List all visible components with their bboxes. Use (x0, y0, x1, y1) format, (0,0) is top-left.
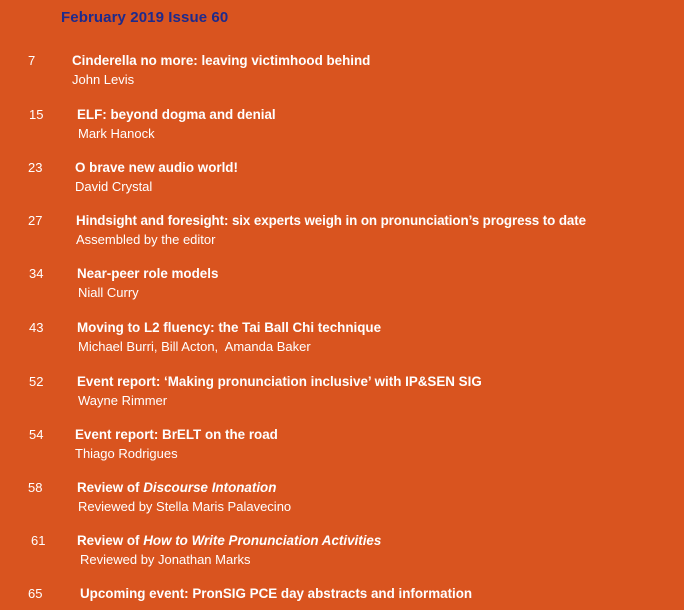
page-number: 7 (28, 53, 36, 68)
article-title[interactable]: Event report: BrELT on the road (75, 427, 278, 442)
article-author: Reviewed by Stella Maris Palavecino (78, 499, 292, 514)
page-number: 65 (28, 586, 43, 601)
issue-heading: February 2019 Issue 60 (61, 9, 229, 26)
article-author: Niall Curry (78, 285, 139, 300)
article-title[interactable]: O brave new audio world! (75, 160, 238, 175)
toc-entry-15[interactable] (0, 107, 684, 147)
article-title[interactable] (77, 533, 381, 549)
toc-entry-23[interactable] (0, 160, 684, 200)
toc-entry-7[interactable] (0, 53, 684, 93)
article-author: Mark Hanock (78, 126, 155, 141)
article-author: David Crystal (75, 179, 153, 194)
article-author: Reviewed by Jonathan Marks (80, 552, 251, 567)
article-title[interactable]: Event report: ‘Making pronunciation inclusive’ with IP&SEN SIG (77, 374, 482, 389)
article-title[interactable]: ELF: beyond dogma and denial (77, 107, 276, 122)
article-title[interactable] (77, 480, 276, 496)
book-title: Discourse Intonation (143, 480, 277, 495)
toc-entry-65[interactable] (0, 586, 684, 606)
toc-entry-43[interactable] (0, 320, 684, 360)
page-number: 15 (29, 107, 44, 122)
toc-entry-34[interactable] (0, 266, 684, 306)
page-number: 54 (29, 427, 44, 442)
book-title: How to Write Pronunciation Activities (143, 533, 382, 548)
toc-entry-27[interactable] (0, 213, 684, 253)
page-number: 52 (29, 374, 44, 389)
page-number: 61 (31, 533, 46, 548)
article-title[interactable]: Hindsight and foresight: six experts weigh in on pronunciation’s progress to date (76, 213, 586, 228)
page-number: 23 (28, 160, 43, 175)
toc-entry-52[interactable] (0, 374, 684, 414)
page-number: 43 (29, 320, 44, 335)
article-author: Wayne Rimmer (78, 393, 168, 408)
article-author: John Levis (72, 72, 135, 87)
title-prefix: Review of (77, 480, 144, 495)
toc-entry-54[interactable] (0, 427, 684, 467)
article-author: Michael Burri, Bill Acton, Amanda Baker (78, 339, 311, 354)
article-author: Thiago Rodrigues (75, 446, 178, 461)
title-prefix: Review of (77, 533, 144, 548)
toc-entry-58[interactable] (0, 480, 684, 520)
article-title[interactable]: Upcoming event: PronSIG PCE day abstracts and information (80, 586, 473, 601)
article-title[interactable]: Moving to L2 fluency: the Tai Ball Chi technique (77, 320, 382, 335)
toc-entry-61[interactable] (0, 533, 684, 573)
article-title[interactable]: Cinderella no more: leaving victimhood behind (72, 53, 371, 68)
article-title[interactable]: Near-peer role models (77, 266, 219, 281)
page-number: 34 (29, 266, 44, 281)
page-number: 27 (28, 213, 43, 228)
page-number: 58 (28, 480, 43, 495)
article-author: Assembled by the editor (76, 232, 216, 247)
